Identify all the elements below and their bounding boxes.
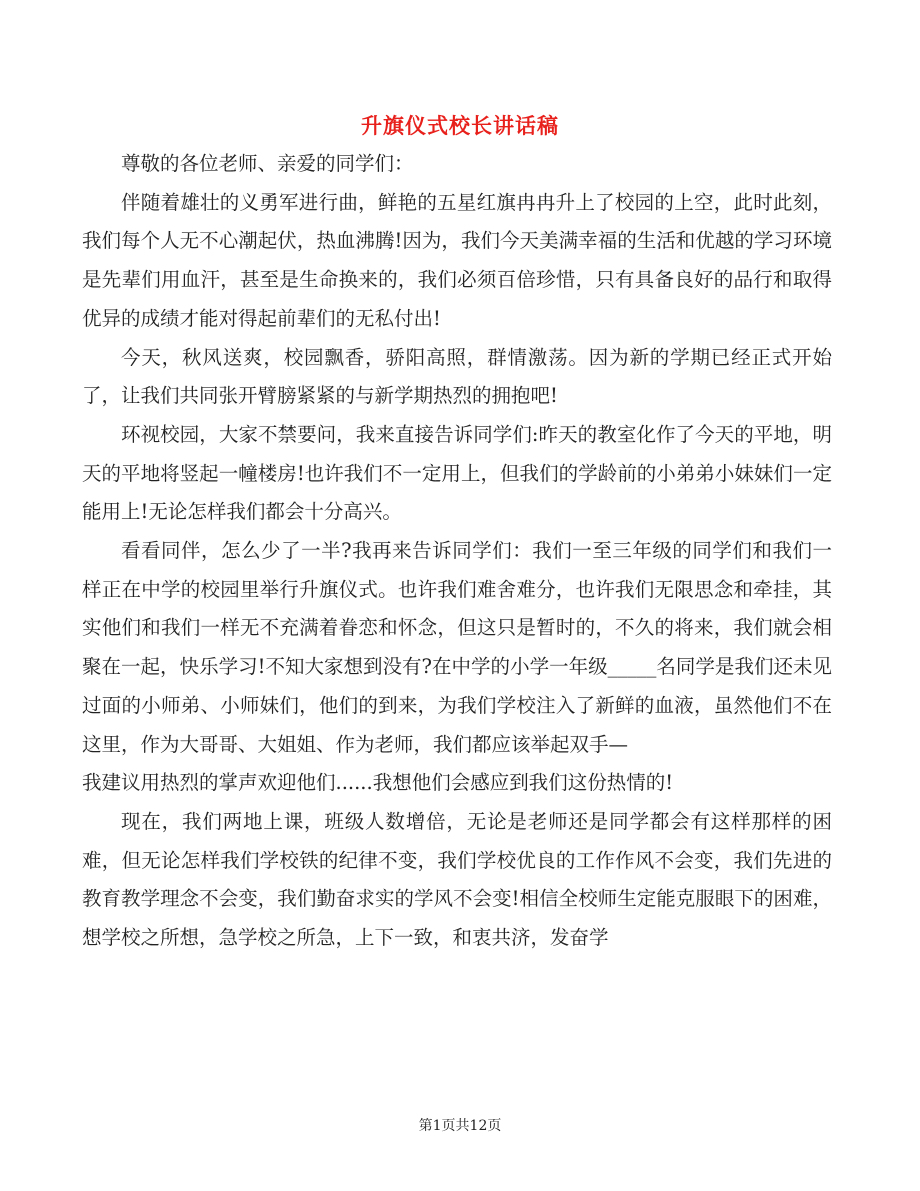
page-footer: 第1页共12页	[418, 1118, 502, 1134]
body-paragraph: 我建议用热烈的掌声欢迎他们......我想他们会感应到我们这份热情的!	[82, 771, 674, 795]
body-paragraph: 今天，秋风送爽，校园飘香，骄阳高照，群情激荡。因为新的学期已经正式开始了，让我们共同张开臂膀紧紧的与新学期热烈的拥抱吧!	[82, 345, 832, 408]
body-paragraph: 伴随着雄壮的义勇军进行曲，鲜艳的五星红旗冉冉升上了校园的上空，此时此刻，我们每个人无不心潮起伏，热血沸腾!因为，我们今天美满幸福的生活和优越的学习环境是先辈们用血汗，甚至是生命换来的，我们必须百倍珍惜，只有具备良好的品行和取得优异的成绩才能对得起前辈们的无私付出!	[82, 190, 832, 330]
body-paragraph: 看看同伴，怎么少了一半?我再来告诉同学们：我们一至三年级的同学们和我们一样正在中学的校园里举行升旗仪式。也许我们难舍难分，也许我们无限思念和牵挂，其实他们和我们一样无不充满着眷恋和怀念，但这只是暂时的，不久的将来，我们就会相聚在一起，快乐学习!不知大家想到没有?在中学的小学一年级_____名同学是我们还未见过面的小师弟、小师妹们，他们的到来，为我们学校注入了新鲜的血液，虽然他们不在这里，作为大哥哥、大姐姐、作为老师，我们都应该举起双手—	[82, 539, 832, 756]
salutation-paragraph: 尊敬的各位老师、亲爱的同学们：	[121, 152, 414, 175]
document-title: 升旗仪式校长讲话稿	[361, 113, 559, 138]
document-body	[82, 145, 832, 958]
body-paragraph: 环视校园，大家不禁要问，我来直接告诉同学们:昨天的教室化作了今天的平地，明天的平地将竖起一幢楼房!也许我们不一定用上，但我们的学龄前的小弟弟小妹妹们一定能用上!无论怎样我们都会十分高兴。	[82, 422, 832, 524]
body-paragraph: 现在，我们两地上课，班级人数增倍，无论是老师还是同学都会有这样那样的困难，但无论怎样我们学校铁的纪律不变，我们学校优良的工作作风不会变，我们先进的教育教学理念不会变，我们勤奋求实的学风不会变!相信全校师生定能克服眼下的困难，想学校之所想，急学校之所急，上下一致，和衷共济，发奋学	[82, 809, 832, 950]
